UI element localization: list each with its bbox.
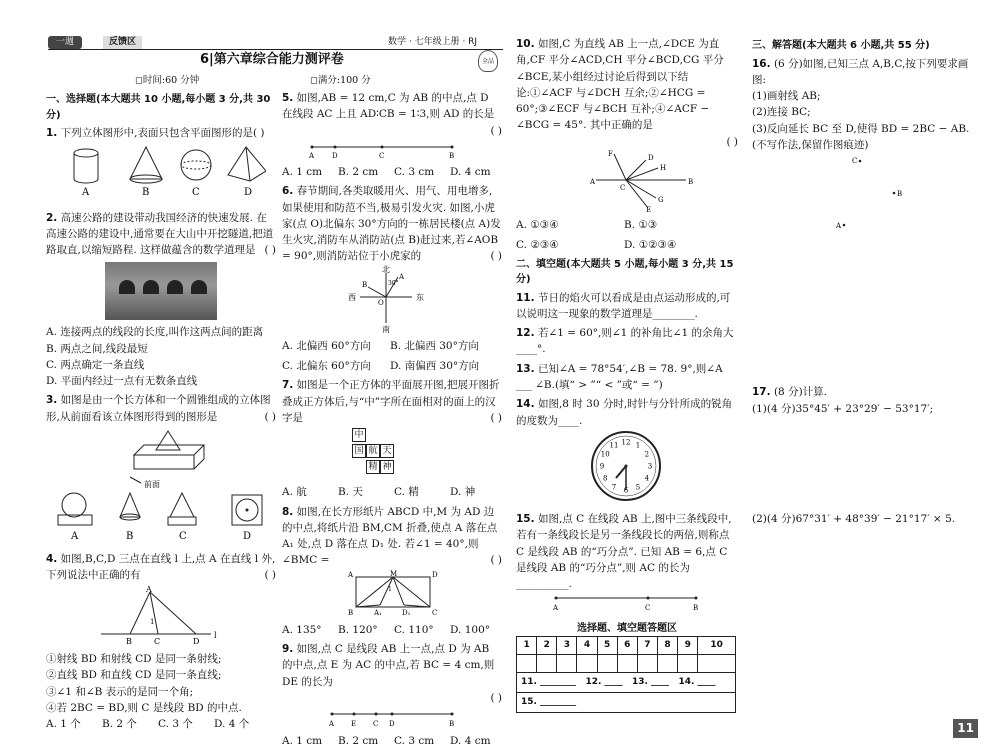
q4-label-c: C xyxy=(154,636,161,646)
q3-opt-b: B xyxy=(126,530,134,542)
clock-number: 9 xyxy=(599,462,605,471)
answer-number-cell: 6 xyxy=(617,637,637,655)
q4-item-3: ③∠1 和∠B 表示的是同一个角; xyxy=(46,685,194,698)
q10-opt-d: D. ①②③④ xyxy=(624,239,677,252)
answer-area xyxy=(516,621,738,714)
clock-number: 10 xyxy=(600,450,610,459)
question-11: 11. 节日的焰火可以看成是由点运动形成的,可以说明这一现象的数学道理是________. xyxy=(516,291,731,320)
net-cell-tian: 天 xyxy=(380,444,394,458)
time-label: ◻时间:60 分钟 xyxy=(135,75,200,86)
clock-number: 1 xyxy=(635,441,641,450)
answer-fill-13[interactable]: 13. ____ xyxy=(631,676,670,687)
clock-number: 4 xyxy=(644,474,650,483)
q6-opt-b: B. 北偏西 30°方向 xyxy=(390,339,479,352)
answer-blank-cell[interactable] xyxy=(657,655,677,673)
q6-label-south: 南 xyxy=(382,324,390,333)
clock-number: 6 xyxy=(623,486,629,495)
q8-opt-d: D. 100° xyxy=(450,623,491,636)
q2-opt-c: C. 两点确定一条直线 xyxy=(46,358,145,371)
answer-number-cell: 10 xyxy=(698,637,736,655)
q4-figure xyxy=(46,584,271,646)
q3-front-label: 前面 xyxy=(144,479,160,489)
column-2 xyxy=(282,90,502,744)
q10-label-b: B xyxy=(688,177,694,186)
q1-opt-a: A xyxy=(82,187,90,199)
clock-number: 3 xyxy=(647,462,653,471)
q10-label-e: E xyxy=(646,205,652,212)
answer-table xyxy=(516,636,736,713)
q8-label-1: 1 xyxy=(388,585,392,593)
net-cell-shen: 神 xyxy=(380,460,394,474)
q2-opt-b: B. 两点之间,线段最短 xyxy=(46,342,148,355)
section-fill: 二、填空题(本大题共 5 小题,每小题 3 分,共 15 分) xyxy=(516,258,734,286)
q8-opt-b: B. 120° xyxy=(338,623,378,636)
question-1: 1. 下列立体图形中,表面只包含平面图形的是( ) A B C D xyxy=(46,125,276,207)
q6-label-o: O xyxy=(378,298,384,307)
q8-label-a1: A₁ xyxy=(374,608,382,617)
question-12: 12. 若∠1 = 60°,则∠1 的补角比∠1 的余角大____°. xyxy=(516,327,734,356)
q3-opt-d: D xyxy=(243,530,252,542)
q10-label-c: C xyxy=(620,183,626,192)
clock-number: 11 xyxy=(609,441,619,450)
q9-opt-a: A. 1 cm xyxy=(282,735,323,744)
q5-opt-a: A. 1 cm xyxy=(282,166,323,179)
q8-opt-c: C. 110° xyxy=(394,623,434,636)
answer-number-cell: 3 xyxy=(557,637,577,655)
answer-number-cell: 4 xyxy=(577,637,597,655)
page-title: 6|第六章综合能力测评卷 xyxy=(200,52,344,67)
clock-number: 5 xyxy=(635,483,641,492)
q16-label-b: B xyxy=(897,190,903,199)
question-17: 17. (8 分)计算. (1)(4 分)35°45′ + 23°29′ − 53°17′; (2)(4 分)67°31′ + 48°39′ − 21°17′ × 5. xyxy=(752,384,974,527)
tag-feedback: 反馈区 xyxy=(103,36,142,49)
answer-number-cell: 2 xyxy=(537,637,557,655)
question-15: 15. 如图,点 C 在线段 AB 上,图中三条线段中,若有一条线段长是另一条线段长的两倍,则称点 C 是线段 AB 的“巧分点”. 已知 AB = 6,点 C 是线段 AB 的“巧分点”,则 AC 的长为__________. A C B xyxy=(516,511,738,618)
q1-opt-c: C xyxy=(192,187,200,199)
section-solve: 三、解答题(本大题共 6 小题,共 55 分) xyxy=(752,40,930,51)
q10-figure xyxy=(516,150,736,212)
q9-label-e: E xyxy=(351,720,357,729)
subject-label: 数学 · 七年级上册 · RJ xyxy=(388,37,478,47)
q4-label-l: l xyxy=(214,630,217,640)
cube-net xyxy=(352,428,502,480)
q9-label-b: B xyxy=(449,720,455,729)
q6-label-north: 北 xyxy=(382,264,390,274)
q4-opt-b: B. 2 个 xyxy=(102,718,137,731)
answer-area-title: 选择题、填空题答题区 xyxy=(577,622,677,634)
q4-opt-c: C. 3 个 xyxy=(158,718,193,731)
q4-label-a: A xyxy=(146,584,152,594)
q8-label-a: A xyxy=(348,570,354,579)
question-8: 8. 如图,在长方形纸片 ABCD 中,M 为 AD 边的中点,将纸片沿 BM,CM 折叠,使点 A 落在点 A₁ 处,点 D 落在点 D₁ 处. 若∠1 = 40°,则∠BMC = ( ) A M D B C A₁ D₁ 1 A. 135° B. 120° C. 110° D. 100° xyxy=(282,504,502,639)
q15-label-b: B xyxy=(693,604,699,613)
q5-figure xyxy=(282,139,497,159)
q5-label-c: C xyxy=(379,151,385,159)
answer-blank-cell[interactable] xyxy=(517,655,537,673)
q4-label-b: B xyxy=(126,636,132,646)
q5-opt-b: B. 2 cm xyxy=(338,166,379,179)
q6-opt-c: C. 北偏东 60°方向 xyxy=(282,360,371,373)
question-14: 14. 如图,8 时 30 分时,时针与分针所成的锐角的度数为____. 12 1 2 3 4 5 6 7 8 9 10 11 xyxy=(516,396,738,508)
q10-label-h: H xyxy=(660,163,667,172)
question-6: 6. 春节期间,各类取暖用火、用气、用电增多,如果使用和防范不当,极易引发火灾. 如图,小虎家(点 O)北偏东 30°方向的一栋居民楼(点 A)发生火灾,消防车从消防站(点 B)赶过来,若∠AOB = 90°,则消防站位于小虎家的 ( ) 北 南 西 东 A B O 30° A. 北偏西 60°方向 B. 北偏西 30°方向 C. 北偏东 60°方向 D. 南偏西 30°方向 xyxy=(282,183,502,374)
answer-number-cell: 1 xyxy=(517,637,537,655)
q2-opt-d: D. 平面内经过一点有无数条直线 xyxy=(46,375,198,388)
section-choice: 一、选择题(本大题共 10 小题,每小题 3 分,共 30 分) xyxy=(46,94,271,121)
page-number: 11 xyxy=(953,719,978,738)
q9-opt-c: C. 3 cm xyxy=(394,735,435,744)
question-10: 10. 如图,C 为直线 AB 上一点,∠DCE 为直角,CF 平分∠ACD,CH 平分∠BCD,CG 平分∠BCE,某小组经过讨论后得到以下结论:①∠ACF 与∠DCH 互余;②∠HCG = 60°;③∠ECF 与∠BCH 互补;④∠ACF − ∠BCG = 45°. 其中正确的是 ( ) F D H A C B G E A. ①③④ B. ①③ C. ②③④ D. ①②③④ xyxy=(516,36,738,254)
q8-label-c: C xyxy=(432,608,438,617)
net-cell-hang: 航 xyxy=(366,444,380,458)
net-cell-guo: 国 xyxy=(352,444,366,458)
clock-number: 2 xyxy=(644,450,650,459)
q4-label-1: 1 xyxy=(150,617,155,626)
q8-label-b: B xyxy=(348,608,354,617)
q4-opt-d: D. 4 个 xyxy=(214,718,250,731)
question-13: 13. 已知∠A = 78°54′,∠B = 78. 9°,则∠A ___ ∠B.(填“ > ”“ < ”或“ = ”) xyxy=(516,362,723,391)
answer-blank-cell[interactable] xyxy=(597,655,617,673)
q9-label-a: A xyxy=(329,720,335,729)
clock-number: 8 xyxy=(602,474,608,483)
answer-blank-cell[interactable] xyxy=(577,655,597,673)
q7-opt-b: B. 天 xyxy=(338,486,363,499)
column-1 xyxy=(46,90,276,735)
q5-opt-d: D. 4 cm xyxy=(450,166,491,179)
q2-opt-a: A. 连接两点的线段的长度,叫作这两点间的距离 xyxy=(46,326,264,339)
question-16: 16. (6 分)如图,已知三点 A,B,C,按下列要求画图: (1)画射线 AB; (2)连接 BC; (3)反向延长 BC 至 D,使得 BD = 2BC − AB.(不写作法,保留作图痕迹) C B A xyxy=(752,56,974,249)
answer-fill-15[interactable]: 15. ________ xyxy=(517,693,736,713)
q5-opt-c: C. 3 cm xyxy=(394,166,435,179)
q6-label-30: 30° xyxy=(388,279,399,287)
q15-label-c: C xyxy=(645,604,651,613)
q6-opt-a: A. 北偏西 60°方向 xyxy=(282,339,371,352)
q17-item-2: (2)(4 分)67°31′ + 48°39′ − 21°17′ × 5. xyxy=(752,512,956,525)
q1-opt-b: B xyxy=(142,187,150,199)
q6-label-b: B xyxy=(362,280,368,289)
q15-figure xyxy=(516,592,736,612)
q8-label-d: D xyxy=(432,570,438,579)
q1-figure xyxy=(46,141,266,201)
q9-figure xyxy=(282,706,497,728)
q4-opt-a: A. 1 个 xyxy=(46,718,81,731)
column-3 xyxy=(516,36,738,713)
answer-blank-cell[interactable] xyxy=(617,655,637,673)
answer-fill-14[interactable]: 14. ____ xyxy=(678,676,716,687)
q9-label-c: C xyxy=(373,720,379,729)
answer-number-cell: 5 xyxy=(597,637,617,655)
question-3: 3. 如图是由一个长方体和一个圆锥组成的立体图形,从前面看该立体图形得到的图形是 ( ) 前面 A B C D xyxy=(46,394,276,542)
mascot-icon: 全品 xyxy=(478,50,498,72)
q16-label-a: A xyxy=(836,222,842,231)
q7-opt-c: C. 精 xyxy=(394,486,419,499)
q10-opt-b: B. ①③ xyxy=(624,219,658,232)
q3-figure xyxy=(46,425,271,543)
score-label: ◻满分:100 分 xyxy=(310,75,371,86)
q16-item-3: (3)反向延长 BC 至 D,使得 BD = 2BC − AB.(不写作法,保留作图痕迹) xyxy=(752,122,970,151)
q6-figure xyxy=(282,265,497,333)
clock-number: 12 xyxy=(621,438,631,447)
clock-number: 7 xyxy=(611,483,617,492)
q10-label-f: F xyxy=(608,149,613,158)
answer-blank-cell[interactable] xyxy=(557,655,577,673)
q9-label-d: D xyxy=(389,720,395,729)
question-5: 5. 如图,AB = 12 cm,C 为 AB 的中点,点 D 在线段 AC 上且 AD∶CB = 1∶3,则 AD 的长是 ( ) A D C B A. 1 cm B. 2 cm C. 3 cm D. 4 cm xyxy=(282,90,502,180)
q10-label-g: G xyxy=(658,195,664,204)
q15-label-a: A xyxy=(553,604,559,613)
q16-figure xyxy=(752,153,972,243)
question-2: 2. 高速公路的建设带动我国经济的快速发展. 在高速公路的建设中,通常要在大山中开挖隧道,把道路取直,以缩短路程. 这样做蕴含的数学道理是 ( ) A. 连接两点的线段的长度,叫作这两点间的距离 B. 两点之间,线段最短 C. 两点确定一条直线 D. 平面内经过一点有无数条直线 xyxy=(46,210,276,390)
answer-fill-12[interactable]: 12. ____ xyxy=(585,676,623,687)
q4-item-4: ④若 2BC = BD,则 C 是线段 BD 的中点. xyxy=(46,701,242,714)
answer-number-cell: 7 xyxy=(637,637,657,655)
question-9: 9. 如图,点 C 是线段 AB 上一点,点 D 为 AB 的中点,点 E 为 AC 的中点,若 BC = 4 cm,则 DE 的长为 ( ) A E C D B A. 1 cm B. 2 cm C. 3 cm D. 4 cm xyxy=(282,641,502,744)
q16-label-c: C xyxy=(852,157,858,166)
q6-label-a: A xyxy=(399,272,405,281)
q6-label-west: 西 xyxy=(348,292,356,302)
q3-opt-a: A xyxy=(71,530,79,542)
q4-item-1: ①射线 BD 和射线 CD 是同一条射线; xyxy=(46,652,222,665)
q9-opt-b: B. 2 cm xyxy=(338,735,379,744)
q17-item-1: (1)(4 分)35°45′ + 23°29′ − 53°17′; xyxy=(752,402,934,415)
net-cell-zhong: 中 xyxy=(352,428,366,442)
answer-number-cell: 8 xyxy=(657,637,677,655)
q10-label-a: A xyxy=(590,177,596,186)
q4-item-2: ②直线 BD 和直线 CD 是同一条直线; xyxy=(46,669,222,682)
answer-blank-cell[interactable] xyxy=(678,655,698,673)
q1-opt-d: D xyxy=(244,187,253,199)
tag-yizhou: 一週 xyxy=(48,36,82,49)
q9-paren: ( ) xyxy=(490,691,502,704)
column-4 xyxy=(752,36,974,530)
q6-label-east: 东 xyxy=(416,292,424,302)
q16-item-2: (2)连接 BC; xyxy=(752,106,811,119)
answer-blank-cell[interactable] xyxy=(537,655,557,673)
q4-label-d: D xyxy=(193,636,200,646)
clock-figure xyxy=(516,429,736,503)
q7-opt-a: A. 航 xyxy=(282,486,307,499)
q7-opt-d: D. 神 xyxy=(450,486,476,499)
question-7: 7. 如图是一个正方体的平面展开图,把展开图折叠成正方体后,与“中”字所在面相对的面上的汉字是 ( ) 中 国 航 天 精 神 A. 航 B. 天 C. 精 D. 神 xyxy=(282,377,502,500)
q8-label-m: M xyxy=(390,569,398,578)
answer-blank-cell[interactable] xyxy=(698,655,736,673)
q8-figure xyxy=(282,569,497,617)
q9-opt-d: D. 4 cm xyxy=(450,735,491,744)
answer-fill-11[interactable]: 11. ________ xyxy=(521,676,577,687)
tunnel-photo xyxy=(105,262,217,320)
question-4: 4. 如图,B,C,D 三点在直线 l 上,点 A 在直线 l 外,下列说法中正确的有 ( ) A 1 B C D l ①射线 BD 和射线 CD 是同一条射线; ②直线 BD 和直线 CD 是同一条直线; ③∠1 和∠B 表示的是同一个角; ④若 2BC = BD,则 C 是线段 BD 的中点. A. 1 个 B. 2 个 C. 3 个 D. 4 个 xyxy=(46,551,276,732)
q6-opt-d: D. 南偏西 30°方向 xyxy=(390,360,480,373)
q5-label-b: B xyxy=(449,151,455,159)
q5-label-d: D xyxy=(332,151,338,159)
net-cell-jing: 精 xyxy=(366,460,380,474)
q5-label-a: A xyxy=(309,151,315,159)
q3-opt-c: C xyxy=(179,530,187,542)
answer-blank-cell[interactable] xyxy=(637,655,657,673)
q10-opt-a: A. ①③④ xyxy=(516,219,559,232)
answer-number-cell: 9 xyxy=(678,637,698,655)
q8-opt-a: A. 135° xyxy=(282,623,322,636)
q8-label-d1: D₁ xyxy=(402,608,411,617)
q10-opt-c: C. ②③④ xyxy=(516,239,559,252)
q10-label-d: D xyxy=(648,153,654,162)
q10-paren: ( ) xyxy=(726,135,738,148)
q16-item-1: (1)画射线 AB; xyxy=(752,90,821,103)
answer-fill-row[interactable] xyxy=(517,673,736,693)
